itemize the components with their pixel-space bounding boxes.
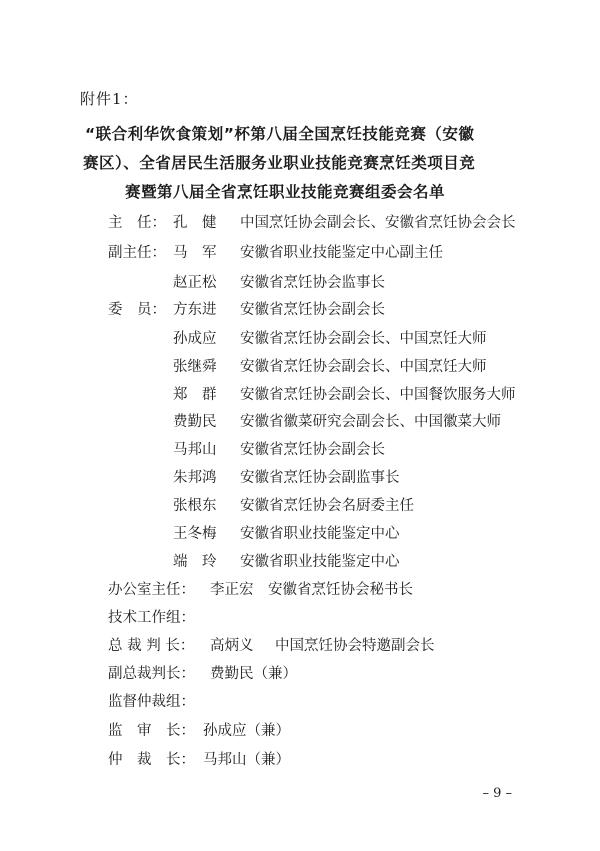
vice-chair-desc: 安徽省职业技能鉴定中心副主任	[240, 245, 443, 261]
member-name: 方东进	[173, 302, 217, 318]
member-name: 端 玲	[173, 554, 217, 570]
member-name: 王冬梅	[173, 526, 217, 542]
vice-chair-name: 马 军	[173, 245, 217, 261]
chief-judge-name: 高炳义	[210, 638, 254, 654]
member-name: 费勤民	[173, 414, 217, 430]
member-name: 张继舜	[173, 359, 217, 375]
tech-group-label: 技术工作组：	[108, 610, 195, 626]
member-name: 朱邦鸿	[173, 470, 217, 486]
member-desc: 安徽省烹饪协会副会长	[240, 302, 385, 318]
title-line-2: 赛区）、全省居民生活服务业职业技能竞赛烹饪类项目竞	[83, 154, 476, 172]
members-role: 委 员：	[108, 302, 166, 318]
chair-desc: 中国烹饪协会副会长、安徽省烹饪协会会长	[240, 215, 516, 231]
vice-chair-role: 副主任：	[108, 245, 166, 261]
document-title	[85, 120, 525, 207]
vice-chair-name: 赵正松	[173, 275, 217, 291]
deputy-chief-judge-name: 费勤民（兼）	[210, 666, 297, 682]
chief-judge-role: 总 裁 判 长：	[108, 638, 195, 654]
member-desc: 安徽省烹饪协会副会长、中国餐饮服务大师	[240, 387, 516, 403]
member-desc: 安徽省烹饪协会名厨委主任	[240, 498, 414, 514]
member-desc: 安徽省烹饪协会副会长	[240, 442, 385, 458]
chair-name: 孔 健	[173, 215, 217, 231]
office-desc: 安徽省烹饪协会秘书长	[268, 582, 413, 598]
chief-judge-desc: 中国烹饪协会特邀副会长	[275, 638, 435, 654]
member-desc: 安徽省职业技能鉴定中心	[240, 526, 400, 542]
member-name: 张根东	[173, 498, 217, 514]
member-desc: 安徽省烹饪协会副会长、中国烹饪大师	[240, 331, 487, 347]
member-desc: 安徽省徽菜研究会副会长、中国徽菜大师	[240, 414, 501, 430]
office-role: 办公室主任：	[108, 582, 195, 598]
member-desc: 安徽省烹饪协会副监事长	[240, 470, 400, 486]
office-name: 李正宏	[210, 582, 254, 598]
attachment-label: 附件1：	[80, 90, 139, 108]
page-number: – 9 –	[482, 786, 512, 801]
title-line-3: 赛暨第八届全省烹饪职业技能竞赛组委会名单	[125, 183, 446, 201]
member-name: 郑 群	[173, 387, 217, 403]
deputy-chief-judge-role: 副总裁判长：	[108, 666, 195, 682]
supervisor-name: 孙成应（兼）	[203, 723, 290, 739]
supervisor-role: 监 审 长：	[108, 723, 195, 739]
arbitration-group-label: 监督仲裁组：	[108, 694, 195, 710]
member-name: 马邦山	[173, 442, 217, 458]
vice-chair-desc: 安徽省烹饪协会监事长	[240, 275, 385, 291]
arbitrator-name: 马邦山（兼）	[203, 752, 290, 768]
member-desc: 安徽省职业技能鉴定中心	[240, 554, 400, 570]
chair-role: 主 任：	[108, 215, 166, 231]
arbitrator-role: 仲 裁 长：	[108, 752, 195, 768]
title-line-1: “联合利华饮食策划”杯第八届全国烹饪技能竞赛（安徽	[85, 125, 475, 143]
member-name: 孙成应	[173, 331, 217, 347]
member-desc: 安徽省烹饪协会副会长、中国烹饪大师	[240, 359, 487, 375]
